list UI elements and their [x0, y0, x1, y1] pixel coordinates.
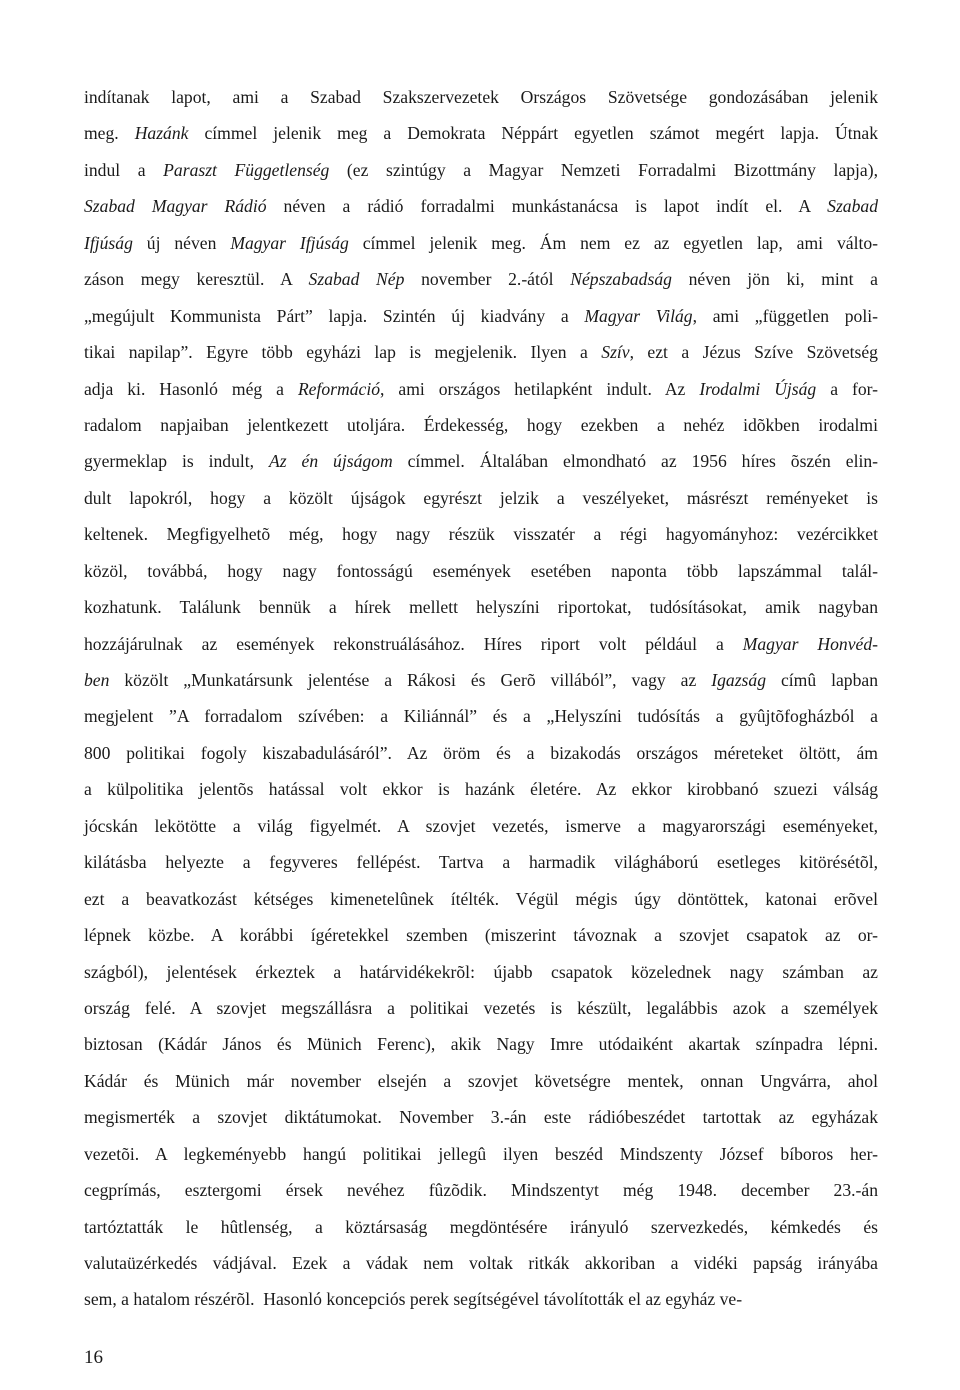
- text-line: [84, 917, 878, 953]
- italic-title: Irodalmi Újság: [699, 378, 817, 399]
- text-segment: „megújult Kommunista Párt” lapja. Szintén új kiadvány a: [84, 305, 585, 326]
- text-segment: biztosan (Kádár János és Münich Ferenc), akik Nagy Imre utódaiként akartak színpadra lépni.: [84, 1034, 878, 1055]
- text-line: [84, 1136, 878, 1172]
- italic-title: Paraszt Függetlenség: [163, 159, 330, 180]
- text-line: [84, 990, 878, 1026]
- text-segment: meg.: [84, 123, 135, 144]
- text-line: [84, 480, 878, 516]
- text-line: [84, 626, 878, 662]
- text-segment: , ezt a Jézus Szíve Szövetség: [629, 342, 878, 363]
- text-segment: indul a: [84, 159, 164, 180]
- text-line: [84, 553, 878, 589]
- text-line: [84, 1099, 878, 1135]
- italic-title: Szabad Nép: [308, 269, 405, 290]
- text-segment: hozzájárulnak az események rekonstruálásához. Híres riport volt például a: [84, 633, 743, 654]
- text-line: [84, 371, 878, 407]
- text-line: [84, 1172, 878, 1208]
- italic-title: Szabad Magyar Rádió: [84, 196, 267, 217]
- text-line: [84, 1209, 878, 1245]
- body-text: [84, 79, 878, 1318]
- italic-title: Népszabadság: [570, 269, 672, 290]
- text-segment: indítanak lapot, ami a Szabad Szakszervezetek Országos Szövetsége gondozásában jelenik: [84, 87, 878, 107]
- text-line: [84, 771, 878, 807]
- text-line: [84, 662, 878, 698]
- text-line: [84, 152, 878, 188]
- text-line: [84, 881, 878, 917]
- text-segment: keltenek. Megfigyelhetõ még, hogy nagy részük visszatér a régi hagyományhoz: vezércikket: [84, 524, 878, 545]
- text-segment: közöl, továbbá, hogy nagy fontosságú események esetében naponta több lapszámmal talál-: [84, 560, 878, 581]
- italic-title: Az én újságom: [269, 451, 393, 472]
- italic-title: Ifjúság: [84, 232, 133, 253]
- italic-title: ben: [84, 670, 110, 690]
- text-line: [84, 516, 878, 552]
- text-line: [84, 188, 878, 224]
- text-line: [84, 225, 878, 261]
- text-segment: megismerték a szovjet diktátumokat. November 3.-án este rádióbeszédet tartottak az egyházak: [84, 1107, 878, 1128]
- text-segment: cegprímás, esztergomi érsek nevéhez fûzõdik. Mindszentyt még 1948. december 23.-án: [84, 1180, 878, 1201]
- text-segment: , ami országos hetilapként indult. Az: [380, 378, 700, 399]
- italic-title: Magyar Ifjúság: [230, 232, 349, 253]
- text-segment: vezetõi. A legkeményebb hangú politikai jellegû ilyen beszéd Mindszenty József bíboros her-: [84, 1143, 878, 1164]
- italic-title: Igazság: [711, 670, 766, 690]
- italic-title: Szabad: [827, 196, 878, 217]
- text-segment: dult lapokról, hogy a közölt újságok egyrészt jelzik a veszélyeket, másrészt reményeket is: [84, 487, 878, 508]
- page-number: 16: [84, 1347, 103, 1368]
- text-line: [84, 808, 878, 844]
- text-segment: ország felé. A szovjet megszállásra a politikai vezetés is készült, legalábbis azok a személyek: [84, 997, 878, 1018]
- text-segment: november 2.-ától: [404, 269, 571, 290]
- text-segment: közölt „Munkatársunk jelentése a Rákosi és Gerõ villából”, vagy az: [109, 670, 712, 690]
- text-line: [84, 261, 878, 297]
- text-segment: megjelent ”A forradalom szívében: a Kiliánnál” és a „Helyszíni tudósítás a gyûjtõfogházból a: [84, 706, 878, 727]
- text-segment: sem, a hatalom részérõl. Hasonló koncepciós perek segítségével távolították el az egyház ve-: [84, 1289, 743, 1310]
- text-line: [84, 115, 878, 151]
- italic-title: Magyar Világ: [584, 305, 693, 326]
- text-line: [84, 698, 878, 734]
- text-segment: , ami „független poli-: [692, 305, 878, 326]
- text-line: [84, 298, 878, 334]
- text-segment: gyermeklap is indult,: [84, 451, 270, 472]
- text-segment: kilátásba helyezte a fegyveres fellépést. Tartva a harmadik világháború esetleges kitörésétõl,: [84, 852, 878, 873]
- text-segment: címmel jelenik meg a Demokrata Néppárt egyetlen számot megért lapja. Útnak: [188, 123, 878, 144]
- text-segment: valutaüzérkedés vádjával. Ezek a vádak nem voltak ritkák akkoriban a vidéki papság irányába: [84, 1253, 878, 1273]
- text-line: [84, 1026, 878, 1062]
- text-line: [84, 334, 878, 370]
- text-segment: kozhatunk. Találunk bennük a hírek mellett helyszíni riportokat, tudósításokat, amik nagyban: [84, 597, 878, 618]
- text-segment: jócskán lekötötte a világ figyelmét. A szovjet vezetés, ismerve a magyarországi eseményeket,: [84, 815, 878, 836]
- text-segment: adja ki. Hasonló még a: [84, 378, 298, 399]
- text-line: [84, 735, 878, 771]
- text-segment: néven jön ki, mint a: [671, 269, 878, 290]
- text-segment: tikai napilap”. Egyre több egyházi lap is megjelenik. Ilyen a: [84, 342, 602, 363]
- text-segment: néven a rádió forradalmi munkástanácsa is lapot indít el. A: [266, 196, 828, 217]
- text-line: [84, 1245, 878, 1281]
- text-segment: szágból), jelentések érkeztek a határvidékekrõl: újabb csapatok közelednek nagy számban az: [84, 961, 878, 982]
- text-segment: záson megy keresztül. A: [84, 269, 309, 290]
- text-line: [84, 407, 878, 443]
- text-segment: a külpolitika jelentõs hatással volt ekkor is hazánk életére. Az ekkor kirobbanó szuezi válság: [84, 779, 878, 800]
- italic-title: Reformáció: [297, 378, 381, 399]
- text-line: [84, 844, 878, 880]
- text-segment: címû lapban: [766, 670, 878, 690]
- italic-title: Magyar Honvéd-: [742, 633, 878, 654]
- text-segment: címmel jelenik meg. Ám nem ez az egyetlen lap, ami válto-: [348, 232, 878, 253]
- text-segment: lépnek közbe. A korábbi ígéretekkel szemben (miszerint távoznak a szovjet csapatok az or-: [84, 925, 878, 946]
- text-line: [84, 79, 878, 115]
- text-segment: radalom napjaiban jelentkezett utoljára. Érdekesség, hogy ezekben a nehéz idõkben irodalmi: [84, 414, 878, 435]
- italic-title: Szív: [601, 342, 630, 363]
- text-segment: címmel. Általában elmondható az 1956 híres õszén elin-: [392, 451, 879, 472]
- text-line: [84, 1281, 878, 1317]
- text-line: [84, 443, 878, 479]
- text-segment: új néven: [132, 232, 231, 253]
- text-segment: tartóztatták le hûtlenség, a köztársaság megdöntésére irányuló szervezkedés, kémkedés és: [84, 1216, 878, 1237]
- italic-title: Hazánk: [134, 123, 189, 144]
- text-segment: 800 politikai fogoly kiszabadulásáról”. Az öröm és a bizakodás országos méreteket öltött, ám: [84, 742, 878, 763]
- text-segment: (ez szintúgy a Magyar Nemzeti Forradalmi Bizottmány lapja),: [329, 159, 879, 180]
- text-segment: a for-: [816, 378, 878, 399]
- text-segment: ezt a beavatkozást kétséges kimenetelûnek ítélték. Végül mégis úgy döntöttek, katonai erõvel: [84, 888, 878, 909]
- text-line: [84, 954, 878, 990]
- text-line: [84, 1063, 878, 1099]
- text-segment: Kádár és Münich már november elsején a szovjet követségre mentek, onnan Ungvárra, ahol: [84, 1070, 878, 1091]
- text-line: [84, 589, 878, 625]
